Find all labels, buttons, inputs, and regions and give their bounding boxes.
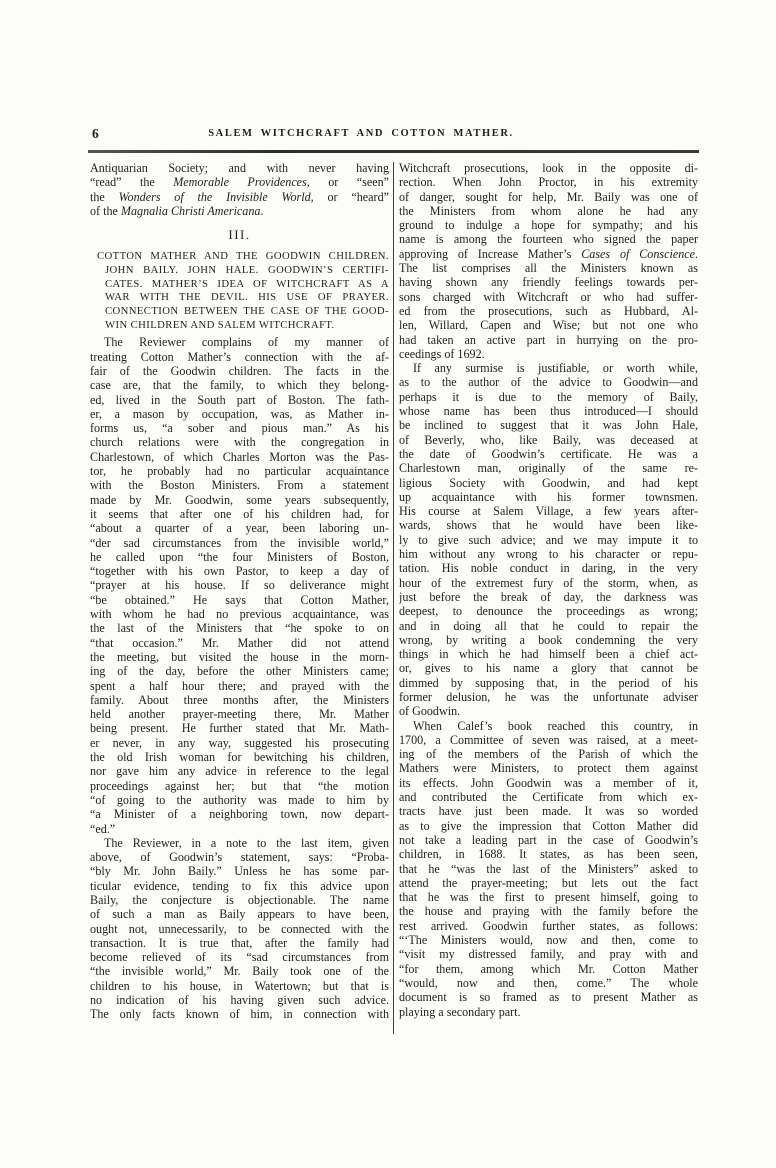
text-line: treating Cotton Mather’s connection with the af- <box>90 349 389 364</box>
text-line: above, of Goodwin’s statement, says: “Proba- <box>90 850 389 865</box>
text-line: family. About three months after, the Ministers <box>90 692 389 707</box>
intro-continuation-paragraph <box>90 161 389 218</box>
text-line: not take a leading part in the case of Goodwin’s <box>399 832 698 847</box>
text-line: “be obtained.” He says that Cotton Mather, <box>90 592 389 607</box>
text-line: and contributed the Certificate from which ex- <box>399 790 698 805</box>
text-line: children, in 1688. It states, as has been seen, <box>399 847 698 862</box>
text-line: Antiquarian Society; and with never having <box>90 161 389 175</box>
text-line: “would, now and then, come.” The whole <box>399 975 698 990</box>
text-line: The Reviewer, in a note to the last item, given <box>104 835 389 850</box>
text-line: ground to indulge a hope for sympathy; and his <box>399 218 698 233</box>
text-line: ed from the prosecutions, such as Hubbard, Al- <box>399 303 698 318</box>
text-line: ligious Society with Goodwin, and had kept <box>399 475 698 490</box>
text-line: “bly Mr. John Baily.” Unless he has some par- <box>90 864 389 879</box>
header-rule <box>88 150 699 153</box>
page-header <box>90 126 698 146</box>
text-line: of Goodwin. <box>399 704 461 719</box>
text-line: deepest, to denounce the proceedings as wrong; <box>399 604 698 619</box>
text-line: just before the break of day, the darkness was <box>399 589 698 604</box>
text-line: Mathers were Ministers, to protect them against <box>399 761 698 776</box>
text-line: church relations were with the congregation in <box>90 435 389 450</box>
paragraph-calefs-book <box>399 719 698 1019</box>
text-line: the old Irish woman for bewitching his children, <box>90 750 389 765</box>
text-line: of Beverly, who, like Baily, was deceased at <box>399 432 698 447</box>
text-line: len, Willard, Capen and Wise; but not one who <box>399 318 698 333</box>
text-line: “‘The Ministers would, now and then, come to <box>399 933 698 948</box>
text-line: ing of the members of the Parish of which the <box>399 747 698 762</box>
text-line: “visit my distressed family, and pray with and <box>399 947 698 962</box>
section-number: III. <box>228 227 251 243</box>
text-line: “prayer at his house. If so deliverance might <box>90 578 389 593</box>
text-line: with whom he had no previous acquaintance, was <box>90 607 389 622</box>
text-line: case are, that the family, to which they belong- <box>90 378 389 393</box>
text-line: things in which he had himself been a chief act- <box>399 647 698 662</box>
text-line: The only facts known of him, in connection with <box>90 1007 389 1022</box>
text-line: er, a mason by occupation, was, as Mather in- <box>90 406 389 421</box>
text-line: being present. He further stated that Mr. Math- <box>90 721 389 736</box>
text-line: tor, he probably had no particular acquaintance <box>90 464 389 479</box>
text-line: the Ministers from whom alone he had any <box>399 203 698 218</box>
text-line: of the Magnalia Christi Americana. <box>90 203 264 218</box>
text-line: name is among the fourteen who signed the paper <box>399 232 698 247</box>
paragraph-baily-continued <box>399 161 698 361</box>
text-line: playing a secondary part. <box>399 1004 521 1019</box>
text-line: “that occasion.” Mr. Mather did not attend <box>90 635 389 650</box>
text-line: sons charged with Witchcraft or who had suffer- <box>399 289 698 304</box>
text-line: of such a man as Baily appears to have been, <box>90 907 389 922</box>
right-column <box>399 161 698 1019</box>
text-line: COTTON MATHER AND THE GOODWIN CHILDREN. <box>97 250 389 263</box>
text-line: The list comprises all the Ministers known as <box>399 261 698 276</box>
text-line: be inclined to suggest that it was John Hale, <box>399 418 698 433</box>
text-line: CATES. MATHER’S IDEA OF WITCHCRAFT AS A <box>105 277 389 290</box>
text-line: as to give the impression that Cotton Mather did <box>399 818 698 833</box>
text-line: no indication of his having given such advice. <box>90 993 389 1008</box>
text-line: former delusion, he was the unfortunate adviser <box>399 689 698 704</box>
text-line: “of going to the authority was made to him by <box>90 792 389 807</box>
text-line: him without any wrong to his character or repu- <box>399 547 698 562</box>
text-line: that he “was the last of the Ministers” asked to <box>399 861 698 876</box>
text-line: “read” the Memorable Providences, or “seen” <box>90 175 389 190</box>
text-line: ly to give such advice; and we may impute it to <box>399 532 698 547</box>
text-line: JOHN BAILY. JOHN HALE. GOODWIN’S CERTIFI- <box>105 263 389 276</box>
text-line: whose name has been thus introduced—I should <box>399 404 698 419</box>
text-line: the date of Goodwin’s certificate. He was a <box>399 446 698 461</box>
text-line: dimmed by supposing that, in the period of his <box>399 675 698 690</box>
text-line: as to the author of the advice to Goodwin—and <box>399 375 698 390</box>
text-line: the house and praying with the family before the <box>399 904 698 919</box>
text-line: Baily, the conjecture is objectionable. The name <box>90 892 389 907</box>
text-line: rection. When John Proctor, in his extremity <box>399 175 698 190</box>
text-line: held another prayer-meeting there, Mr. Mather <box>90 707 389 722</box>
text-line: er never, in any way, suggested his prosecuting <box>90 735 389 750</box>
text-line: ought not, unnecessarily, to be connected with the <box>90 921 389 936</box>
text-line: document is so framed as to present Mather as <box>399 990 698 1005</box>
left-column <box>90 161 389 1022</box>
chapter-summary <box>90 250 389 332</box>
text-line: “together with his own Pastor, to keep a day of <box>90 564 389 579</box>
text-line: tation. His noble conduct in daring, in the very <box>399 561 698 576</box>
text-line: “about a quarter of a year, been laboring un- <box>90 521 389 536</box>
text-line: 1700, a Committee of seven was raised, at a meet- <box>399 732 698 747</box>
text-line: ceedings of 1692. <box>399 346 485 361</box>
text-line: wards, shows that he would have been like- <box>399 518 698 533</box>
text-line: spent a half hour there; and prayed with the <box>90 678 389 693</box>
text-line: the meeting, but visited the house in the morn- <box>90 649 389 664</box>
column-divider <box>393 162 394 1034</box>
text-line: attend the prayer-meeting; but lets out the fact <box>399 875 698 890</box>
text-line: “ed.” <box>90 821 116 836</box>
text-line: proceedings against her; but that “the motion <box>90 778 389 793</box>
text-line: WAR WITH THE DEVIL. HIS USE OF PRAYER. <box>105 291 389 304</box>
text-line: His course at Salem Village, a few years after- <box>399 504 698 519</box>
text-line: made by Mr. Goodwin, some years subsequently, <box>90 492 389 507</box>
text-line: nor gave him any advice in reference to the legal <box>90 764 389 779</box>
page-number: 6 <box>92 126 99 141</box>
text-line: having shown any friendly feelings towards per- <box>399 275 698 290</box>
paragraph-reviewer-complains <box>90 335 389 835</box>
text-line: become relieved of its “sad circumstances from <box>90 950 389 965</box>
text-line: ing of the day, before the other Ministers came; <box>90 664 389 679</box>
text-line: Witchcraft prosecutions, look in the opposite di- <box>399 161 698 175</box>
text-line: “a Minister of a neighboring town, now depart- <box>90 807 389 822</box>
text-line: forms us, “a sober and pious man.” As his <box>90 421 389 436</box>
text-line: wrong, by writing a book condemning the very <box>399 632 698 647</box>
running-title: SALEM WITCHCRAFT AND COTTON MATHER. <box>208 128 514 139</box>
text-line: The Reviewer complains of my manner of <box>104 335 389 350</box>
text-line: CONNECTION BETWEEN THE CASE OF THE GOOD- <box>105 305 389 317</box>
text-line: that he was the first to present himself, going to <box>399 890 698 905</box>
text-line: “the invisible world,” Mr. Baily took one of the <box>90 964 389 979</box>
text-line: “for them, among which Mr. Cotton Mather <box>399 961 698 976</box>
text-line: the Wonders of the Invisible World, or “heard” <box>90 189 389 204</box>
text-line: Charlestown man, originally of the same re- <box>399 461 698 476</box>
text-line: Charlestown, of which Charles Morton was the Pas- <box>90 449 389 464</box>
text-line: fair of the Goodwin children. The facts in the <box>90 364 389 378</box>
text-line: hour of the extremest fury of the storm, when, as <box>399 575 698 590</box>
paragraph-reviewer-note-baily <box>90 836 389 1022</box>
text-line: he called upon “the four Ministers of Boston, <box>90 549 389 564</box>
text-line: it seems that after one of his children had, for <box>90 506 389 521</box>
text-line: had taken an active part in hurrying on the pro- <box>399 332 698 347</box>
text-line: and in doing all that he could to repair the <box>399 618 698 633</box>
text-line: approving of Increase Mather’s Cases of Conscience. <box>399 246 698 261</box>
text-line: with the Boston Ministers. From a statement <box>90 478 389 493</box>
text-line: ed, lived in the South part of Boston. The fath- <box>90 392 389 407</box>
text-line: If any surmise is justifiable, or worth while, <box>413 361 698 376</box>
text-line: WIN CHILDREN AND SALEM WITCHCRAFT. <box>105 318 335 331</box>
text-line: its effects. John Goodwin was a member of it, <box>399 775 698 790</box>
text-line: ticular evidence, tending to fix this advice upon <box>90 878 389 893</box>
text-line: tracts have just been made. It was so worded <box>399 804 698 819</box>
text-line: transaction. It is true that, after the family had <box>90 935 389 950</box>
text-line: children to his house, in Watertown; but that is <box>90 978 389 993</box>
text-line: the last of the Ministers that “he spoke to on <box>90 621 389 636</box>
text-line: of danger, sought for help, Mr. Baily was one of <box>399 189 698 204</box>
text-line: When Calef’s book reached this country, in <box>413 718 698 733</box>
paragraph-surmise-john-hale <box>399 361 698 718</box>
text-line: up acquaintance with his former townsmen. <box>399 489 698 504</box>
text-line: rest arrived. Goodwin further states, as follows: <box>399 918 698 933</box>
text-line: “der sad circumstances from the invisible world,” <box>90 535 389 550</box>
text-line: or, gives to his name a glory that cannot be <box>399 661 698 676</box>
text-line: perhaps it is due to the memory of Baily, <box>399 389 698 404</box>
